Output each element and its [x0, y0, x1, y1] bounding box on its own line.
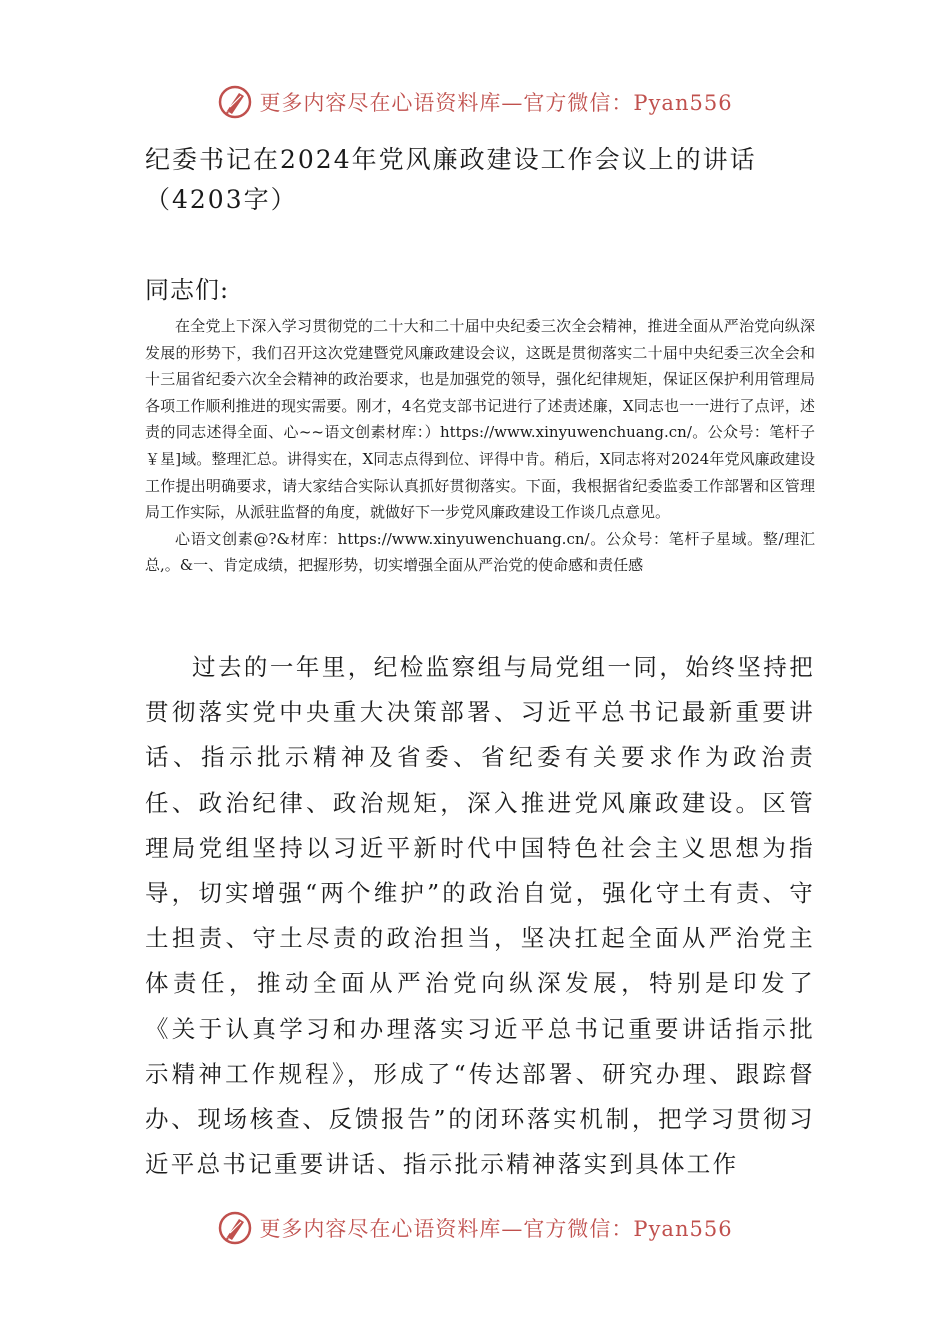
pen-nib-circle-icon [217, 1210, 253, 1246]
body-section [145, 645, 815, 1187]
intro-paragraph: 在全党上下深入学习贯彻党的二十大和二十届中央纪委三次全会精神，推进全面从严治党向纵深发展的形势下，我们召开这次党建暨党风廉政建设会议，这既是贯彻落实二十届中央纪委三次全会和十三届省纪委六次全会精神的政治要求，也是加强党的领导，强化纪律规矩，保证区保护利用管理局各项工作顺利推进的现实需要。刚才，4名党支部书记进行了述责述廉，X同志也一一进行了点评，述责的同志述得全面、心~~语文创素材库：）https://www.xinyuwenchuang.cn/。公众号：笔杆子￥星]域。整理汇总。讲得实在，X同志点得到位、评得中肯。稍后，X同志将对2024年党风廉政建设工作提出明确要求，请大家结合实际认真抓好贯彻落实。下面，我根据省纪委监委工作部署和区管理局工作实际，从派驻监督的角度，就做好下一步党风廉政建设工作谈几点意见。 [145, 317, 815, 522]
footer-banner [0, 1208, 950, 1248]
banner-text: 更多内容尽在心语资料库—官方微信：Pyan556 [259, 91, 733, 115]
intro-section [145, 313, 815, 579]
pen-nib-circle-icon [217, 84, 253, 120]
source-note-paragraph: 心语文创素@?&材库：https://www.xinyuwenchuang.cn/。公众号：笔杆子星域。整/理汇总,。&一、肯定成绩，把握形势，切实增强全面从严治党的使命感和责任感 [145, 529, 815, 575]
body-paragraph: 过去的一年里，纪检监察组与局党组一同，始终坚持把贯彻落实党中央重大决策部署、习近平总书记最新重要讲话、指示批示精神及省委、省纪委有关要求作为政治责任、政治纪律、政治规矩，深入推进党风廉政建设。区管理局党组坚持以习近平新时代中国特色社会主义思想为指导，切实增强“两个维护”的政治自觉，强化守土有责、守土担责、守土尽责的政治担当，坚决扛起全面从严治党主体责任，推动全面从严治党向纵深发展，特别是印发了《关于认真学习和办理落实习近平总书记重要讲话指示批示精神工作规程》，形成了“传达部署、研究办理、跟踪督办、现场核查、反馈报告”的闭环落实机制，把学习贯彻习近平总书记重要讲话、指示批示精神落实到具体工作 [145, 653, 815, 1179]
header-banner [0, 82, 950, 122]
document-title: 纪委书记在2024年党风廉政建设工作会议上的讲话（4203字） [145, 145, 757, 214]
banner-text: 更多内容尽在心语资料库—官方微信：Pyan556 [259, 1217, 733, 1241]
salutation: 同志们: [145, 276, 230, 304]
